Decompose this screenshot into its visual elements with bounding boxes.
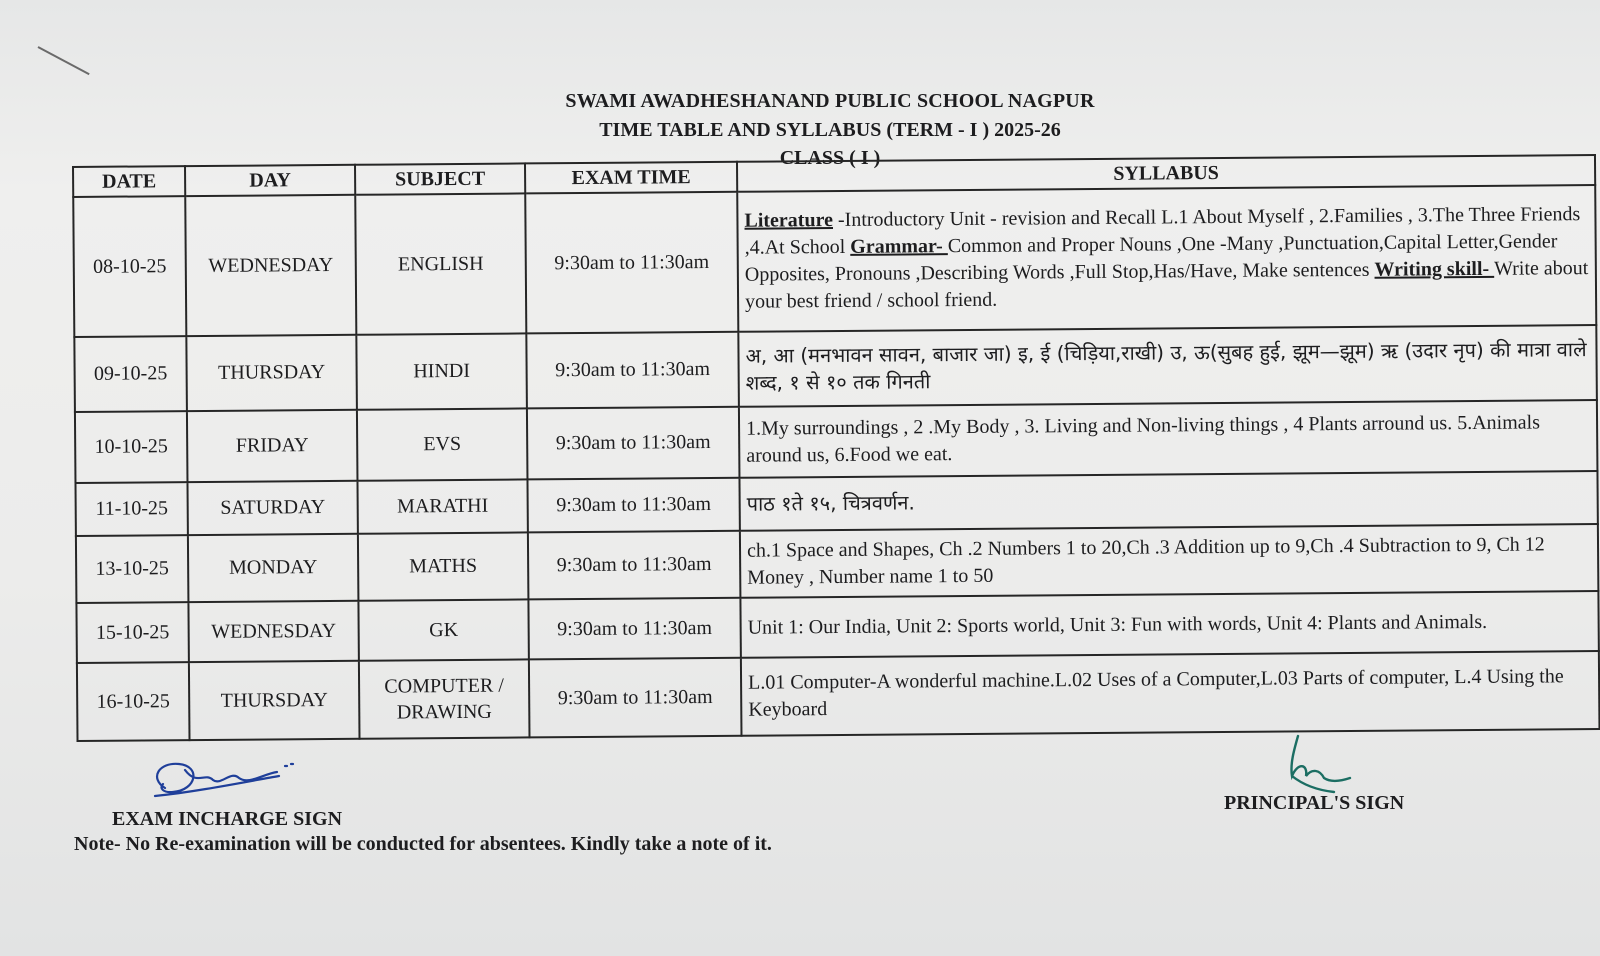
cell-time: 9:30am to 11:30am xyxy=(528,531,741,600)
table-row xyxy=(76,524,1598,603)
cell-syllabus xyxy=(737,185,1596,332)
cell-syllabus: Unit 1: Our India, Unit 2: Sports world, Unit 3: Fun with words, Unit 4: Plants and Animals. xyxy=(740,591,1598,658)
cell-time: 9:30am to 11:30am xyxy=(527,478,739,533)
table-row xyxy=(73,185,1596,337)
cell-date: 16-10-25 xyxy=(77,662,190,741)
cell-date: 09-10-25 xyxy=(74,336,187,412)
cell-subject: MATHS xyxy=(358,532,529,600)
cell-subject: HINDI xyxy=(356,333,527,409)
cell-time: 9:30am to 11:30am xyxy=(525,192,738,334)
cell-time: 9:30am to 11:30am xyxy=(526,332,739,409)
cell-time: 9:30am to 11:30am xyxy=(529,658,742,738)
exam-incharge-signature xyxy=(145,752,305,810)
cell-syllabus: 1.My surroundings , 2 .My Body , 3. Living and Non-living things , 4 Plants arround us. 5.Animals around us, 6.Food we eat. xyxy=(739,400,1598,478)
table-row xyxy=(77,651,1600,741)
grammar-text: Common and Proper Nouns ,One -Many ,Punctuation,Capital Letter,Gender Opposites, Pronouns ,Describing Words ,Full Stop,Has/Have, Make sentences xyxy=(744,230,1558,286)
cell-syllabus: पाठ १ते १५, चित्रवर्णन. xyxy=(739,471,1597,531)
literature-label: Literature xyxy=(744,209,834,232)
cell-subject: GK xyxy=(358,599,528,660)
cell-date: 13-10-25 xyxy=(76,535,189,603)
cell-subject: MARATHI xyxy=(357,479,527,533)
cell-syllabus: अ, आ (मनभावन सावन, बाजार जा) इ, ई (चिड़िया,राखी) उ, ऊ(सुबह हुई, झूम—झूम) ऋ (उदार नृप) की मात्रा वाले शब्द, १ से १० तक गिनती xyxy=(738,325,1597,407)
cell-day: THURSDAY xyxy=(186,335,357,411)
header-exam-time: EXAM TIME xyxy=(525,162,737,194)
note-text: Note- No Re-examination will be conducted for absentees. Kindly take a note of it. xyxy=(74,833,772,855)
cell-day: THURSDAY xyxy=(189,661,360,740)
cell-date: 11-10-25 xyxy=(75,482,187,536)
cell-subject: COMPUTER / DRAWING xyxy=(359,659,530,738)
header-date: DATE xyxy=(73,166,185,197)
class-label: CLASS ( I ) xyxy=(779,147,881,169)
cell-date: 08-10-25 xyxy=(73,196,186,337)
writing-text: Write about your best friend / school friend. xyxy=(745,257,1589,313)
cell-day: MONDAY xyxy=(188,534,359,602)
header-syllabus: SYLLABUS xyxy=(737,155,1595,192)
cell-day: FRIDAY xyxy=(187,410,358,482)
cell-subject: ENGLISH xyxy=(355,193,526,334)
literature-text: -Introductory Unit - revision and Recall L.1 About Myself , 2.Families , 3.The Three Friends ,4.At School xyxy=(744,203,1581,259)
header-day: DAY xyxy=(185,165,355,196)
principal-signature xyxy=(1272,732,1362,800)
exam-incharge-label: EXAM INCHARGE SIGN xyxy=(112,808,343,830)
cell-subject: EVS xyxy=(357,408,528,480)
writing-label: Writing skill- xyxy=(1374,257,1495,281)
school-name: SWAMI AWADHESHANAND PUBLIC SCHOOL NAGPUR xyxy=(565,90,1095,112)
cell-syllabus: ch.1 Space and Shapes, Ch .2 Numbers 1 to 20,Ch .3 Addition up to 9,Ch .4 Subtraction to 9, Ch 12 Money , Number name 1 to 50 xyxy=(740,524,1598,598)
cell-day: WEDNESDAY xyxy=(188,601,358,662)
timetable xyxy=(72,154,1600,742)
cell-syllabus: L.01 Computer-A wonderful machine.L.02 Uses of a Computer,L.03 Parts of computer, L.4 Using the Keyboard xyxy=(741,651,1600,736)
cell-day: SATURDAY xyxy=(187,481,357,535)
cell-time: 9:30am to 11:30am xyxy=(527,407,740,480)
grammar-label: Grammar- xyxy=(850,235,948,258)
table-row xyxy=(75,400,1598,483)
cell-day: WEDNESDAY xyxy=(185,195,356,336)
table-row xyxy=(74,325,1597,412)
cell-time: 9:30am to 11:30am xyxy=(528,598,740,660)
cell-date: 15-10-25 xyxy=(76,602,188,663)
cell-date: 10-10-25 xyxy=(75,411,188,483)
principal-sign-label: PRINCIPAL'S SIGN xyxy=(1224,792,1405,814)
document-title: TIME TABLE AND SYLLABUS (TERM - I ) 2025-26 xyxy=(599,119,1061,141)
header-subject: SUBJECT xyxy=(355,163,525,194)
